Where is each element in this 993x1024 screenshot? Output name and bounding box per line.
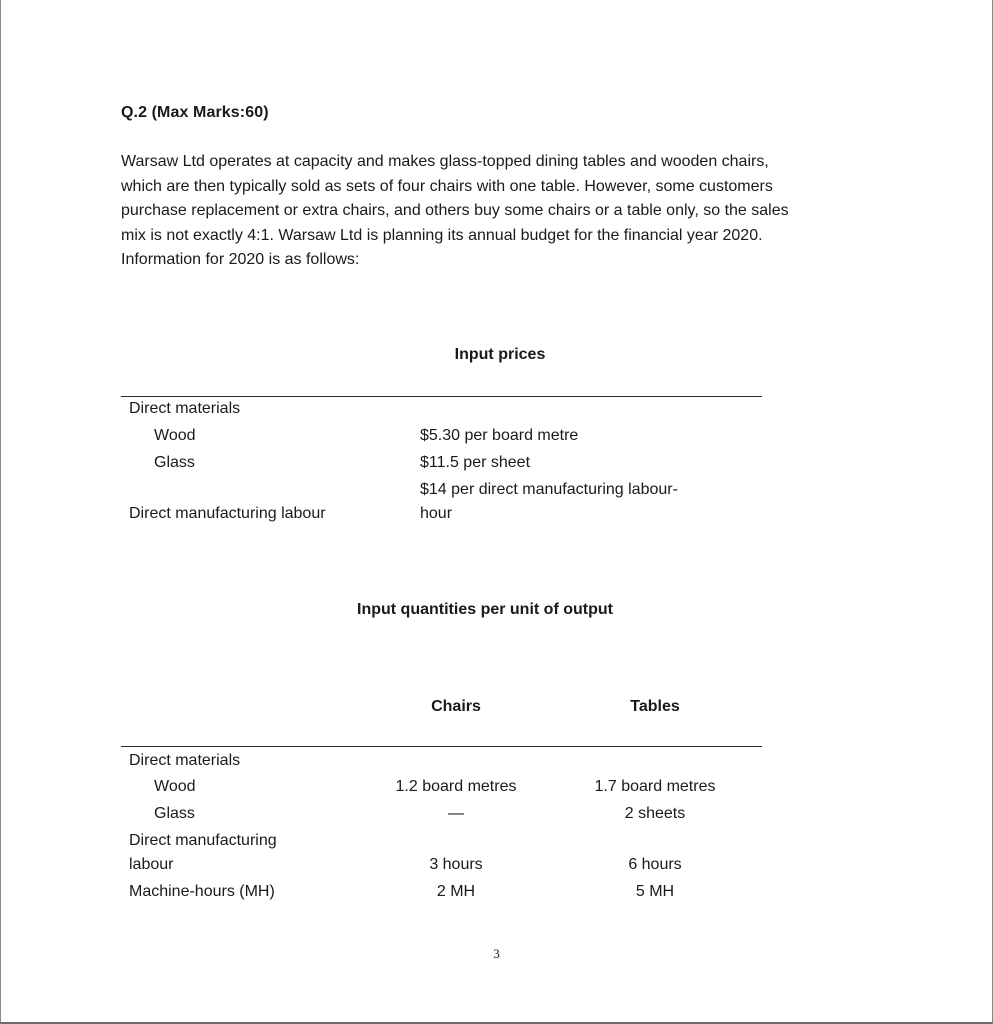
glass-tables-quantity: 2 sheets (624, 805, 686, 822)
page-number: 3 (493, 946, 500, 961)
row-label-direct-materials: Direct materials (129, 752, 241, 769)
input-quantities-title: Input quantities per unit of output (357, 601, 613, 618)
labour-price-line2: hour (420, 505, 453, 522)
row-label-direct-labour-line1: Direct manufacturing (129, 832, 277, 849)
labour-price-line1: $14 per direct manufacturing labour- (420, 481, 678, 498)
row-label-direct-labour-line2: labour (129, 856, 174, 873)
wood-price: $5.30 per board metre (420, 427, 579, 444)
table-rule (121, 396, 762, 397)
row-label-glass: Glass (154, 454, 195, 471)
paragraph-line: mix is not exactly 4:1. Warsaw Ltd is planning its annual budget for the financial year 2020. (121, 226, 763, 244)
row-label-glass: Glass (154, 805, 195, 822)
machine-hours-tables: 5 MH (635, 883, 675, 900)
paragraph-line: purchase replacement or extra chairs, and others buy some chairs or a table only, so the sales (121, 202, 789, 219)
paragraph-line: which are then typically sold as sets of four chairs with one table. However, some customers (121, 177, 773, 195)
row-label-wood: Wood (154, 778, 196, 795)
glass-price: $11.5 per sheet (420, 454, 531, 471)
question-paragraph (121, 150, 881, 273)
input-prices-title: Input prices (454, 346, 546, 363)
row-label-direct-materials: Direct materials (129, 400, 241, 417)
wood-chairs-quantity: 1.2 board metres (395, 778, 517, 795)
column-header-tables: Tables (630, 698, 680, 715)
labour-chairs-quantity: 3 hours (429, 856, 483, 873)
table-rule (121, 746, 762, 747)
paragraph-line: Warsaw Ltd operates at capacity and makes glass-topped dining tables and wooden chairs, (121, 153, 769, 170)
question-heading: Q.2 (Max Marks:60) (121, 104, 269, 121)
row-label-direct-labour: Direct manufacturing labour (129, 505, 326, 522)
glass-chairs-quantity: — (448, 805, 464, 822)
machine-hours-chairs: 2 MH (436, 883, 476, 900)
labour-tables-quantity: 6 hours (628, 856, 682, 873)
paragraph-line: Information for 2020 is as follows: (121, 251, 360, 268)
row-label-wood: Wood (154, 427, 196, 444)
wood-tables-quantity: 1.7 board metres (594, 778, 716, 795)
row-label-machine-hours: Machine-hours (MH) (129, 883, 275, 900)
column-header-chairs: Chairs (431, 698, 481, 715)
